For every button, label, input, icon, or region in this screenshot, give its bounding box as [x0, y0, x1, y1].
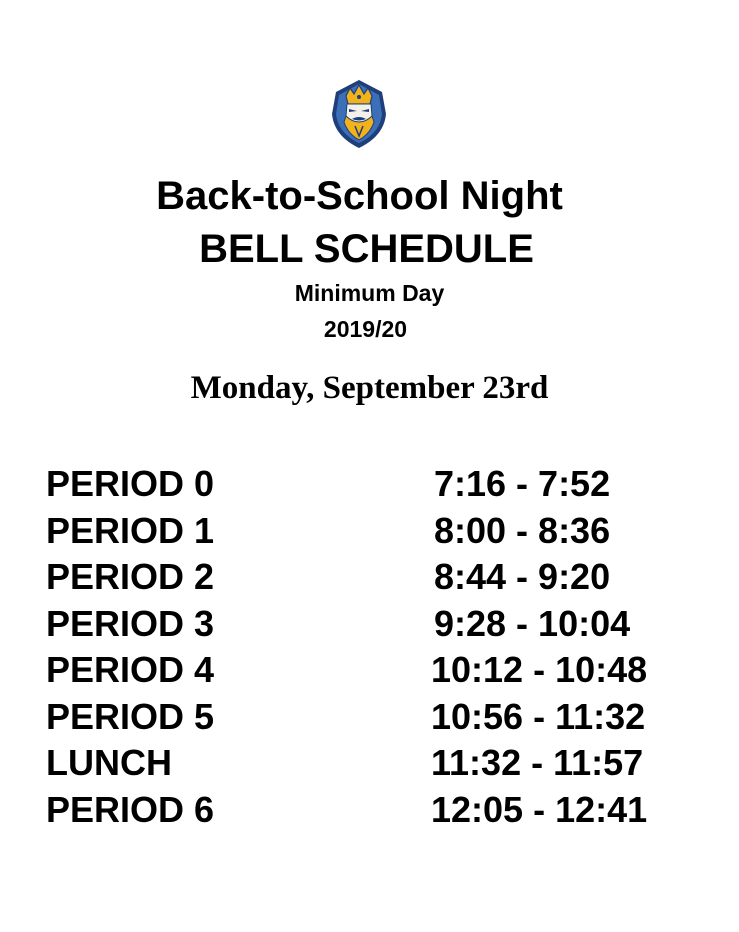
period-time: 12:05 - 12:41: [431, 788, 648, 830]
schedule-row: [46, 649, 686, 699]
king-mascot-svg: [328, 78, 390, 150]
schedule-heading: BELL SCHEDULE: [199, 227, 534, 271]
period-label: PERIOD 3: [46, 602, 215, 644]
schedule-row: [46, 695, 686, 746]
period-time: 10:12 - 10:48: [431, 649, 648, 690]
period-time: 9:28 - 10:04: [434, 602, 631, 644]
schedule-row: [46, 556, 686, 606]
event-date: Monday, September 23rd: [190, 370, 549, 406]
schedule-row: [46, 509, 686, 560]
period-label: PERIOD 2: [46, 556, 215, 597]
period-time: 11:32 - 11:57: [431, 742, 644, 783]
period-label: PERIOD 4: [46, 649, 215, 690]
day-type-label: Minimum Day: [294, 280, 445, 306]
page-title: Back-to-School Night: [156, 174, 563, 218]
bell-schedule-table: [46, 463, 686, 838]
schedule-row: [46, 602, 686, 653]
period-label: PERIOD 6: [46, 788, 215, 830]
schedule-row: [46, 742, 686, 792]
period-time: 10:56 - 11:32: [431, 695, 646, 737]
period-time: 8:44 - 9:20: [434, 556, 611, 597]
period-label: PERIOD 5: [46, 695, 215, 737]
period-label: PERIOD 0: [46, 463, 215, 504]
schedule-row: [46, 788, 686, 839]
period-label: PERIOD 1: [46, 509, 215, 551]
school-year-label: 2019/20: [323, 316, 408, 342]
period-time: 8:00 - 8:36: [434, 509, 611, 551]
period-time: 7:16 - 7:52: [434, 463, 611, 504]
period-label: LUNCH: [46, 742, 172, 783]
schedule-row: [46, 463, 686, 513]
king-mascot-icon: [328, 78, 390, 150]
